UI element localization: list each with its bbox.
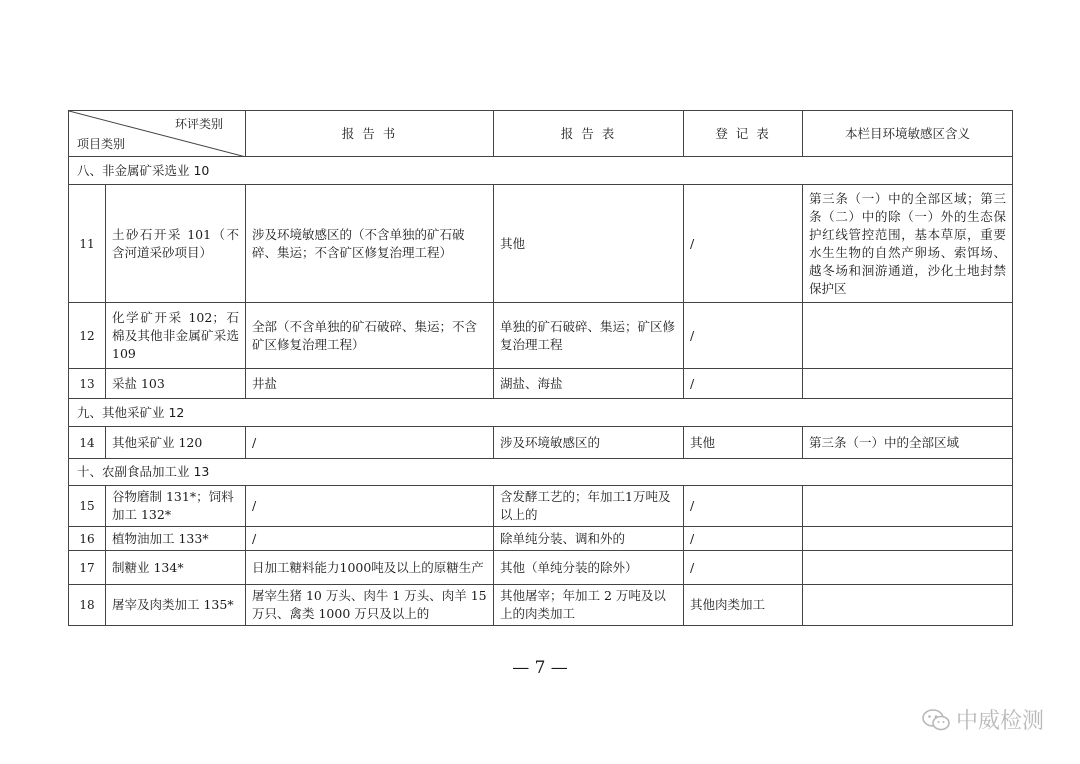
row-form: 含发酵工艺的；年加工1万吨及以上的 [494,486,684,527]
section-row [69,399,1013,427]
row-category: 其他采矿业 120 [106,427,246,459]
row-number: 13 [69,369,106,399]
row-register: / [684,551,803,585]
header-row [69,111,1013,157]
section-row [69,157,1013,185]
row-sensitive [803,369,1013,399]
row-book: / [246,427,494,459]
col-sensitive: 本栏目环境敏感区含义 [803,111,1013,157]
watermark-text: 中威检测 [955,709,1044,734]
row-book: 日加工糖料能力1000吨及以上的原糖生产 [246,551,494,585]
row-sensitive [803,486,1013,527]
row-sensitive [803,303,1013,369]
row-category: 土砂石开采 101（不含河道采砂项目） [106,185,246,303]
row-form: 除单纯分装、调和外的 [494,527,684,551]
row-form: 其他 [494,185,684,303]
col-report-form: 报 告 表 [494,111,684,157]
diag-top-label: 环评类别 [174,117,223,131]
row-register: 其他肉类加工 [684,585,803,626]
row-register: 其他 [684,427,803,459]
table-row [69,527,1013,551]
row-sensitive [803,527,1013,551]
row-register: / [684,527,803,551]
row-book: 井盐 [246,369,494,399]
table-row [69,551,1013,585]
section-row [69,459,1013,486]
section-title: 十、农副食品加工业 13 [69,459,1013,486]
row-number: 16 [69,527,106,551]
row-form: 其他（单纯分装的除外） [494,551,684,585]
row-category: 采盐 103 [106,369,246,399]
row-number: 12 [69,303,106,369]
row-number: 15 [69,486,106,527]
row-sensitive: 第三条（一）中的全部区域；第三条（二）中的除（一）外的生态保护红线管控范围，基本草原，重要水生生物的自然产卵场、索饵场、越冬场和洄游通道，沙化土地封禁保护区 [803,185,1013,303]
wechat-icon [922,708,950,732]
page-number: — 7 — [512,658,568,678]
row-number: 18 [69,585,106,626]
row-category: 谷物磨制 131*；饲料加工 132* [106,486,246,527]
row-category: 屠宰及肉类加工 135* [106,585,246,626]
row-form: 涉及环境敏感区的 [494,427,684,459]
row-form: 湖盐、海盐 [494,369,684,399]
watermark [922,704,1044,735]
row-category: 制糖业 134* [106,551,246,585]
row-sensitive [803,585,1013,626]
row-register: / [684,303,803,369]
row-book: / [246,486,494,527]
col-register: 登 记 表 [684,111,803,157]
table-row [69,427,1013,459]
row-book: 涉及环境敏感区的（不含单独的矿石破碎、集运；不含矿区修复治理工程） [246,185,494,303]
table-row [69,303,1013,369]
classification-table [68,110,1013,626]
row-form: 单独的矿石破碎、集运；矿区修复治理工程 [494,303,684,369]
row-form: 其他屠宰；年加工 2 万吨及以上的肉类加工 [494,585,684,626]
row-register: / [684,369,803,399]
row-sensitive: 第三条（一）中的全部区域 [803,427,1013,459]
table-row [69,585,1013,626]
diag-bottom-label: 项目类别 [77,137,126,151]
row-number: 17 [69,551,106,585]
row-number: 14 [69,427,106,459]
diagonal-header-cell [69,111,246,157]
row-book: / [246,527,494,551]
col-report-book: 报 告 书 [246,111,494,157]
row-register: / [684,486,803,527]
row-category: 植物油加工 133* [106,527,246,551]
row-register: / [684,185,803,303]
table-row [69,185,1013,303]
row-book: 全部（不含单独的矿石破碎、集运；不含矿区修复治理工程） [246,303,494,369]
row-category: 化学矿开采 102；石棉及其他非金属矿采选 109 [106,303,246,369]
row-number: 11 [69,185,106,303]
table-row [69,369,1013,399]
row-book: 屠宰生猪 10 万头、肉牛 1 万头、肉羊 15 万只、禽类 1000 万只及以上的 [246,585,494,626]
table-row [69,486,1013,527]
section-title: 八、非金属矿采选业 10 [69,157,1013,185]
section-title: 九、其他采矿业 12 [69,399,1013,427]
row-sensitive [803,551,1013,585]
